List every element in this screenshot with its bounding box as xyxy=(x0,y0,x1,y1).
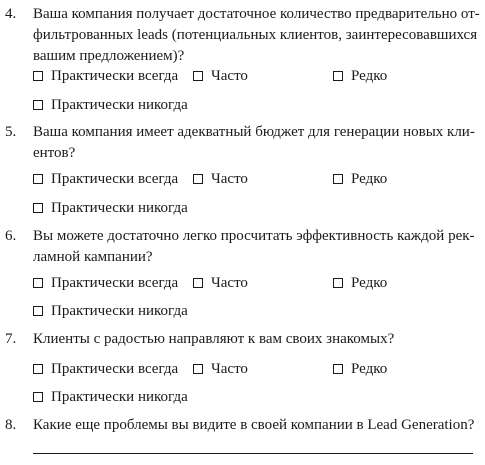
question-text xyxy=(33,122,485,164)
checkbox-icon[interactable] xyxy=(333,364,343,374)
option-almost-never[interactable] xyxy=(33,388,188,406)
option-label: Часто xyxy=(211,171,248,187)
option-label: Редко xyxy=(351,361,388,377)
option-almost-always[interactable] xyxy=(33,67,178,85)
checkbox-icon[interactable] xyxy=(333,278,343,288)
question-number: 4. xyxy=(5,6,17,22)
question-text-line: фильтрованных leads (потенциальных клиентов, заинтересовавшихся xyxy=(33,27,478,43)
option-rarely[interactable] xyxy=(333,170,387,188)
option-label: Практически всегда xyxy=(51,171,179,187)
option-almost-never[interactable] xyxy=(33,96,188,114)
checkbox-icon[interactable] xyxy=(33,364,43,374)
question-text xyxy=(33,415,485,436)
question-text-line: Какие еще проблемы вы видите в своей компании в Lead Generation? xyxy=(33,417,475,433)
checkbox-icon[interactable] xyxy=(193,174,203,184)
checkbox-icon[interactable] xyxy=(333,71,343,81)
question-text-line: вашим предложением)? xyxy=(33,48,185,64)
question-text xyxy=(33,329,485,350)
option-almost-always[interactable] xyxy=(33,274,178,292)
option-rarely[interactable] xyxy=(333,360,387,378)
checkbox-icon[interactable] xyxy=(193,71,203,81)
option-label: Практически никогда xyxy=(51,303,188,319)
question-text xyxy=(33,4,485,67)
question-text-line: ламной кампании? xyxy=(33,249,153,265)
question-number: 5. xyxy=(5,124,17,140)
option-label: Часто xyxy=(211,275,248,291)
option-rarely[interactable] xyxy=(333,274,387,292)
question-text-line: Ваша компания получает достаточное количество предварительно от- xyxy=(33,6,480,22)
checkbox-icon[interactable] xyxy=(193,278,203,288)
checkbox-icon[interactable] xyxy=(33,392,43,402)
option-label: Практически всегда xyxy=(51,68,179,84)
option-almost-always[interactable] xyxy=(33,170,178,188)
question-text-line: Вы можете достаточно легко просчитать эффективность каждой рек- xyxy=(33,228,475,244)
option-almost-never[interactable] xyxy=(33,302,188,320)
question-number: 8. xyxy=(5,417,17,433)
option-label: Практически никогда xyxy=(51,389,188,405)
option-often[interactable] xyxy=(193,360,248,378)
question-number: 7. xyxy=(5,331,17,347)
option-label: Часто xyxy=(211,361,248,377)
option-label: Часто xyxy=(211,68,248,84)
checkbox-icon[interactable] xyxy=(33,71,43,81)
option-often[interactable] xyxy=(193,274,248,292)
option-label: Практически никогда xyxy=(51,97,188,113)
checkbox-icon[interactable] xyxy=(33,100,43,110)
option-label: Практически всегда xyxy=(51,361,179,377)
option-label: Практически всегда xyxy=(51,275,179,291)
question-text-line: Ваша компания имеет адекватный бюджет для генерации новых кли- xyxy=(33,124,475,140)
answer-line[interactable] xyxy=(33,453,473,454)
checkbox-icon[interactable] xyxy=(33,203,43,213)
option-label: Редко xyxy=(351,171,388,187)
checkbox-icon[interactable] xyxy=(193,364,203,374)
checkbox-icon[interactable] xyxy=(33,278,43,288)
option-label: Редко xyxy=(351,275,388,291)
option-often[interactable] xyxy=(193,67,248,85)
option-often[interactable] xyxy=(193,170,248,188)
question-text-line: Клиенты с радостью направляют к вам своих знакомых? xyxy=(33,331,395,347)
question-number: 6. xyxy=(5,228,17,244)
option-label: Практически никогда xyxy=(51,200,188,216)
option-rarely[interactable] xyxy=(333,67,387,85)
question-text xyxy=(33,226,485,268)
question-text-line: ентов? xyxy=(33,145,76,161)
option-almost-never[interactable] xyxy=(33,199,188,217)
option-almost-always[interactable] xyxy=(33,360,178,378)
checkbox-icon[interactable] xyxy=(33,306,43,316)
option-label: Редко xyxy=(351,68,388,84)
checkbox-icon[interactable] xyxy=(33,174,43,184)
checkbox-icon[interactable] xyxy=(333,174,343,184)
